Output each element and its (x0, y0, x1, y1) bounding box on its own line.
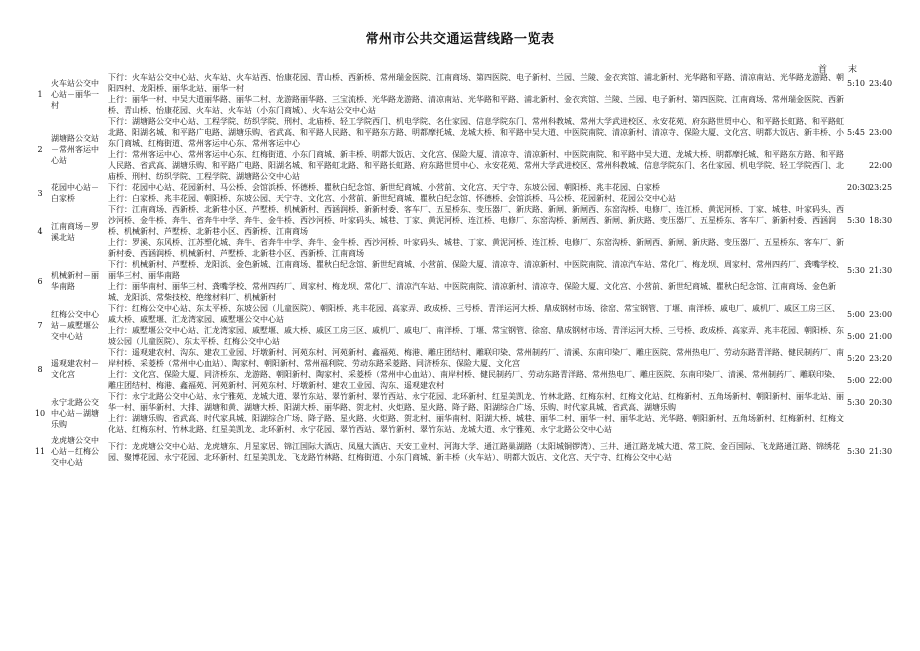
route-number: 8 (37, 364, 43, 374)
last-bus-time-return (868, 281, 890, 303)
table-row (30, 303, 890, 325)
table-row (30, 281, 890, 303)
last-bus-time-return (868, 413, 890, 435)
table-row (30, 204, 890, 237)
last-bus-time: 23:40 (869, 78, 893, 88)
table-row (30, 259, 890, 281)
route-number: 3 (37, 188, 43, 198)
table-row (30, 347, 890, 369)
first-bus-time-return: 5:00 (847, 375, 865, 385)
first-bus-time-return (846, 193, 868, 204)
table-row (30, 193, 890, 204)
table-row (30, 94, 890, 116)
first-bus-time: 5:30 (847, 397, 865, 407)
header-first-bus: 首 (818, 65, 828, 75)
route-up-stops: 上行：湖塘乐购、省武高、时代家具城、阳湖综合广场、降子路、星火路、火炬路、贺北村、丽华南村、阳湖大桥、城巷、丽华二村、丽华一村、丽华北站、光华路、朝阳新村、五角场新村、红梅新村、红梅文化站、红梅东村、竹林北路、红星美凯龙、北环新村、永宁花园、翠竹西站、翠竹新村、翠竹东站、龙城大道、永宁雅苑、永宁北路公交中心站 (108, 414, 844, 434)
first-bus-time-return (846, 237, 868, 259)
last-bus-time: 23:20 (869, 353, 893, 363)
last-bus-time: 20:30 (869, 397, 893, 407)
last-bus-time: 18:30 (869, 216, 893, 225)
document-title: 常州市公共交通运营线路一览表 (365, 32, 555, 47)
first-bus-time-return: 5:00 (847, 331, 865, 341)
route-name: 江南商场－罗溪北站 (51, 221, 99, 242)
route-down-stops: 下行：机械新村、芦墅桥、龙阳浜、金色新城、江南商场、瞿秋白纪念馆、新世纪商城、小营前、保险大厦、清凉寺、清凉新村、中医院南院、清凉汽车站、常化厂、梅龙坝、周家村、常州四药厂、龚嘴学校、丽华三村、丽华南路 (108, 260, 844, 280)
route-down-stops: 下行：龙虎塘公交中心站、龙虎塘东、月星家居、锦江国际大酒店、凤凰大酒店、天安工业村、河海大学、通江路巢湖路（太阳城铜锣湾）、三井、通江路龙城大道、常工院、金百国际、飞龙路通江路、锦绣花园、聚博花园、永宁花园、北环新村、红星美凯龙、飞龙路竹林路、红梅街道、小东门商城、新丰桥（火车站）、明都大饭店、文化宫、天宁寺、红梅公交中心站 (108, 441, 840, 462)
first-bus-time: 5:45 (847, 128, 865, 137)
last-bus-time-return (868, 237, 890, 259)
first-bus-time: 5:00 (847, 309, 865, 319)
route-name: 红梅公交中心站－戚墅堰公交中心站 (51, 309, 99, 341)
last-bus-time: 21:30 (869, 265, 893, 275)
route-number: 7 (37, 320, 43, 330)
route-number: 4 (37, 227, 43, 236)
route-down-stops: 下行：江南商场、西新桥、北新巷小区、芦墅桥、机械新村、西涵润桥、新新村委、客车厂、五星桥东、变压器厂、新庆路、新闸、新闸西、东窑沟桥、电修厂、连江桥、黄泥河桥、丁家、城巷、叶家码头、西沙河桥、金牛桥、奔牛、省奔牛中学、奔牛、金牛桥、西沙河桥、叶家码头、城巷、丁家、黄泥河桥、连江桥、电修厂、东窑沟桥、新闸西、新闸、新庆路、变压器厂、五星桥东、客车厂、新新村委、西涵润桥、机械新村、芦墅桥、北新巷小区、西新桥、江南商场 (108, 205, 844, 236)
route-number: 6 (37, 276, 43, 286)
route-up-stops: 上行：戚墅堰公交中心站、汇龙湾家园、戚墅堰、戚大桥、戚区工房三区、戚机厂、戚电厂、南洋桥、丁堰、常宝钢管、徐窑、鼎成钢材市场、青洋运河大桥、三号桥、政成桥、高家弄、兆丰花园、朝阳桥、东坡公园（儿童医院）、东太平桥、红梅公交中心站 (108, 326, 844, 346)
last-bus-time-return: 22:00 (869, 375, 893, 385)
route-down-stops: 下行：花园中心站、花园新村、马公桥、会馆浜桥、怀德桥、瞿秋白纪念馆、新世纪商城、小营前、文化宫、天宁寺、东坡公园、朝阳桥、兆丰花园、白家桥 (108, 183, 660, 192)
first-bus-time: 5:20 (847, 353, 865, 363)
route-up-stops: 上行：罗溪、东风桥、江苏塑化城、奔牛、省奔牛中学、奔牛、金牛桥、西沙河桥、叶家码头、城巷、丁家、黄泥河桥、连江桥、电修厂、东窑沟桥、新闸西、新闸、新庆路、变压器厂、五星桥东、客车厂、新新村委、西涵润桥、机械新村、芦墅桥、北新巷小区、西新桥、江南商场 (108, 238, 844, 258)
route-number: 11 (34, 447, 46, 456)
route-number: 2 (37, 144, 43, 154)
first-bus-time: 5:30 (847, 447, 865, 456)
table-row (30, 237, 890, 259)
route-up-stops: 上行：文化宫、保险大厦、同济桥东、龙游路、朝阳新村、陶家村、采菱桥（常州中心血站）、南岸村桥、健民制药厂、劳动东路青洋路、常州热电厂、雕庄医院、东南印染厂、清溪、常州制药厂、雕联印染、雕庄团结村、梅港、鑫福苑、河苑新村、河苑东村、圩墩新村、建农工业园、沟东、遥观建农村 (108, 370, 840, 390)
route-up-stops: 上行：白家桥、兆丰花园、朝阳桥、东坡公园、天宁寺、文化宫、小营前、新世纪商城、瞿秋白纪念馆、怀德桥、会馆浜桥、马公桥、花园新村、花园公交中心站 (108, 194, 676, 203)
route-name: 湖塘路公交站－常州客运中心站 (51, 133, 99, 165)
route-name: 龙虎塘公交中心站－红梅公交中心站 (51, 436, 99, 467)
table-row (30, 435, 890, 468)
route-up-stops: 上行：丽华南村、丽华三村、龚嘴学校、常州四药厂、周家村、梅龙坝、常化厂、清凉汽车站、中医院南院、清凉新村、清凉寺、保险大厦、文化宫、小营前、新世纪商城、瞿秋白纪念馆、江南商场、金色新城、龙阳浜、常柴技校、绝缘材料厂、机械新村 (108, 282, 836, 302)
route-up-stops: 上行：丽华一村、中吴大道丽华路、丽华二村、龙游路丽华路、三宝流桥、光华路龙游路、清凉南站、光华路和平路、浦北新村、金衣宾馆、兰陵、兰园、电子新村、第四医院、江南商场、常州瑞金医院、西新桥、青山桥、怡康花园、火车站、火车站（小东门商城）、火车站公交中心站 (108, 95, 844, 115)
route-down-stops: 下行：湖塘路公交中心站、工程学院、纺织学院、刑村、北庙桥、轻工学院西门、机电学院、名仕家园、信息学院东门、常州科教城、常州大学武进校区、永安花苑、府东路世贸中心、和平路长虹路、和平路虹北路、阳湖名城、和平路广电路、湖塘乐购、省武高、和平路人民路、和平路东方路、明都摩托城、龙城大桥、和平路中吴大道、中医院南院、清凉新村、清凉寺、保险大厦、文化宫、明都大饭店、新丰桥、小东门商城、红梅街道、常州客运中心东、常州客运中心 (108, 117, 844, 148)
first-bus-time: 5:30 (847, 265, 865, 275)
route-number: 10 (34, 408, 46, 418)
route-number: 1 (37, 89, 43, 99)
last-bus-time-return: 22:00 (869, 161, 893, 170)
table-row (30, 116, 890, 149)
last-bus-time-return: 21:00 (869, 331, 893, 341)
last-bus-time: 21:30 (869, 447, 893, 456)
route-down-stops: 下行：永宁北路公交中心站、永宁雅苑、龙城大道、翠竹东站、翠竹新村、翠竹西站、永宁花园、北环新村、红星美凯龙、竹林北路、红梅东村、红梅文化站、红梅新村、五角场新村、朝阳新村、丽华北站、丽华一村、丽华新村、大排、湖塘和黄、湖塘大桥、阳湖大桥、丽华路、贺北村、火炬路、星火路、降子路、阳湖综合广场、乐购、时代家具城、省武高、湖塘乐购 (108, 392, 844, 412)
table-row (30, 149, 890, 182)
route-name: 花园中心站－白家桥 (51, 183, 99, 203)
first-bus-time-return (846, 149, 868, 182)
first-bus-time: 5:30 (847, 216, 865, 225)
table-row (30, 325, 890, 347)
last-bus-time-return (868, 193, 890, 204)
table-row (30, 369, 890, 391)
first-bus-time-return (846, 94, 868, 116)
table-row (30, 72, 890, 94)
table-row (30, 182, 890, 193)
route-name: 机械新村－丽华南路 (51, 271, 99, 291)
route-down-stops: 下行：火车站公交中心站、火车站、火车站西、怡康花园、青山桥、西新桥、常州瑞金医院、江南商场、第四医院、电子新村、兰园、兰陵、金衣宾馆、浦北新村、光华路和平路、清凉南站、光华路龙游路、朝阳四村、龙阳桥、丽华北站、丽华一村 (108, 73, 844, 93)
first-bus-time: 5:10 (847, 78, 865, 88)
last-bus-time: 23:25 (869, 183, 893, 192)
route-name: 永宁北路公交中心站－湖塘乐购 (51, 397, 99, 429)
first-bus-time: 20:30 (847, 183, 871, 192)
route-table-body (30, 72, 893, 468)
route-up-stops: 上行：常州客运中心、常州客运中心东、红梅街道、小东门商城、新丰桥、明都大饭店、文化宫、保险大厦、清凉寺、清凉新村、中医院南院、和平路中吴大道、龙城大桥、明都摩托城、和平路东方路、和平路人民路、省武高、湖塘乐购、和平路广电路、阳湖名城、和平路虹北路、和平路长虹路、府东路世贸中心、永安花苑、常州大学武进校区、常州科教城、信息学院东门、名仕家园、机电学院、轻工学院西门、北庙桥、刑村、纺织学院、工程学院、湖塘路公交中心站 (108, 150, 844, 181)
table-row (30, 391, 890, 413)
last-bus-time: 23:00 (869, 309, 893, 319)
route-down-stops: 下行：红梅公交中心站、东太平桥、东坡公园（儿童医院）、朝阳桥、兆丰花园、高家弄、政成桥、三号桥、青洋运河大桥、鼎成钢材市场、徐窑、常宝钢管、丁堰、南洋桥、戚电厂、戚机厂、戚区工房三区、戚大桥、戚墅堰、汇龙湾家园、戚墅堰公交中心站 (108, 304, 840, 324)
route-down-stops: 下行：遥观建农村、沟东、建农工业园、圩墩新村、河苑东村、河苑新村、鑫福苑、梅港、雕庄团结村、雕联印染、常州制药厂、清溪、东南印染厂、雕庄医院、常州热电厂、劳动东路青洋路、健民制药厂、南岸村桥、采菱桥（常州中心血站）、陶家村、朝阳新村、常州福利院、劳动东路采菱路、同济桥东、保险大厦、文化宫 (108, 348, 844, 368)
route-name: 遥观建农村－文化宫 (51, 359, 99, 379)
route-table (30, 72, 893, 468)
table-row (30, 413, 890, 435)
first-bus-time-return (846, 413, 868, 435)
last-bus-time-return (868, 94, 890, 116)
first-bus-time-return (846, 281, 868, 303)
route-name: 火车站公交中心站－丽华一村 (51, 78, 99, 110)
header-last-bus: 末 (848, 65, 858, 75)
last-bus-time: 23:00 (869, 128, 893, 137)
